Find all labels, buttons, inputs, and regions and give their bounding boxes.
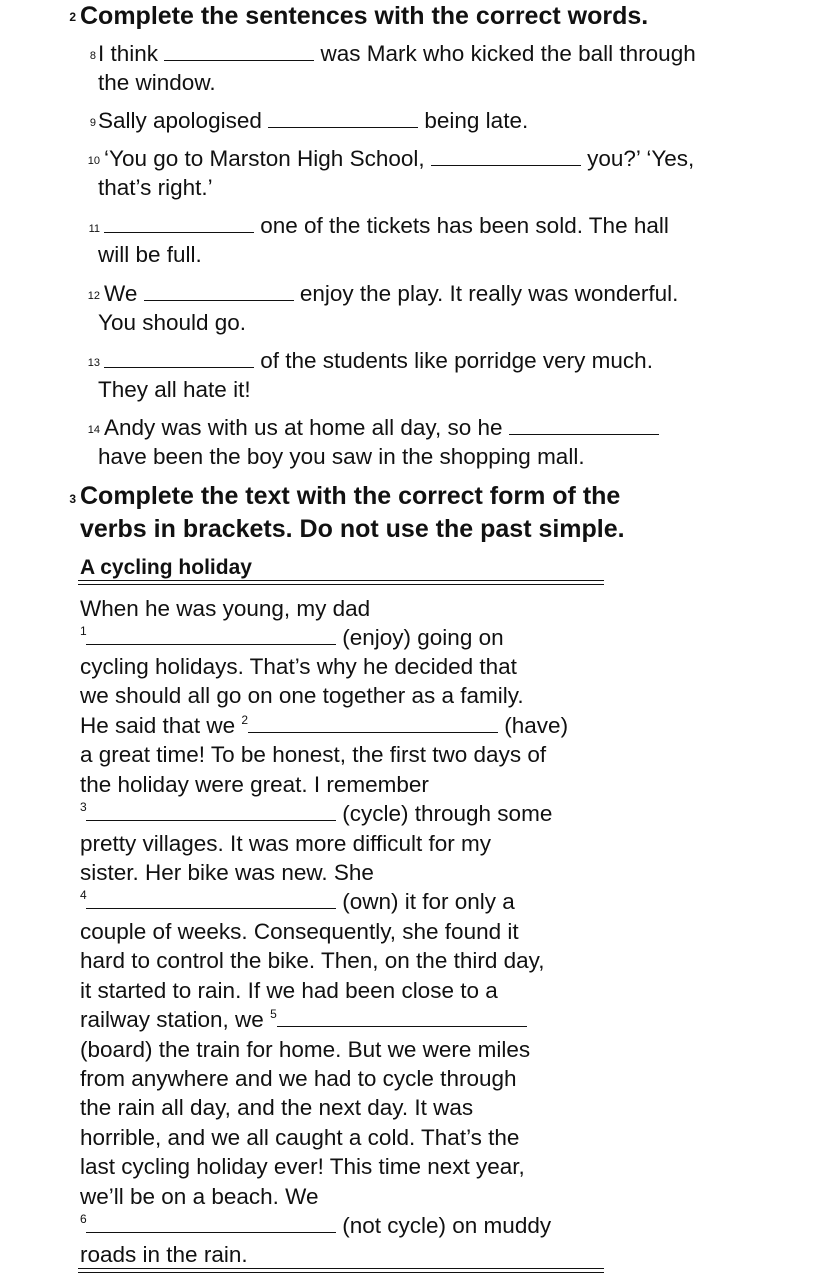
text-line: roads in the rain. xyxy=(80,1242,248,1267)
answer-blank-14[interactable] xyxy=(509,415,659,435)
gap-number-5: 5 xyxy=(270,1007,277,1021)
answer-blank-8[interactable] xyxy=(164,41,314,61)
gap-5-lead: railway station, we xyxy=(80,1007,271,1032)
text-line: When he was young, my dad xyxy=(80,596,371,621)
answer-blank-10[interactable] xyxy=(431,146,581,166)
text-line: sister. Her bike was new. She xyxy=(80,860,374,885)
question-10-text: you?’ ‘Yes, xyxy=(580,146,695,171)
section-2-title: Complete the sentences with the correct words. xyxy=(80,2,649,30)
gap-1-text: (enjoy) going on xyxy=(336,625,504,650)
title-rule-2 xyxy=(78,584,604,585)
text-line xyxy=(86,623,504,652)
text-line: last cycling holiday ever! This time next year, xyxy=(80,1154,525,1179)
text-line: (board) the train for home. But we were miles xyxy=(80,1037,531,1062)
question-10 xyxy=(104,144,694,173)
question-10-number: 10 xyxy=(87,155,100,167)
gap-4-text: (own) it for only a xyxy=(336,889,515,914)
text-line: horrible, and we all caught a cold. That’s the xyxy=(80,1125,520,1150)
question-12-text: enjoy the play. It really was wonderful. xyxy=(293,281,679,306)
answer-gap-1[interactable] xyxy=(86,625,336,645)
section-3-number: 3 xyxy=(69,492,76,506)
text-line: pretty villages. It was more difficult for my xyxy=(80,831,491,856)
question-13-number: 13 xyxy=(87,357,100,369)
text-line: from anywhere and we had to cycle through xyxy=(80,1066,517,1091)
question-12 xyxy=(104,279,678,308)
section-3-title-line1: Complete the text with the correct form of the xyxy=(80,482,621,510)
question-11-number: 11 xyxy=(88,223,100,235)
question-9-number: 9 xyxy=(89,117,96,129)
question-9-text: Sally apologised xyxy=(98,108,269,133)
question-12-text: We xyxy=(104,281,144,306)
section-2-number: 2 xyxy=(69,10,76,24)
question-12-cont: You should go. xyxy=(98,310,247,335)
text-line: it started to rain. If we had been close to a xyxy=(80,978,498,1003)
text-line: the holiday were great. I remember xyxy=(80,772,429,797)
question-8-cont: the window. xyxy=(98,70,216,95)
question-10-cont: that’s right.’ xyxy=(98,175,213,200)
question-13 xyxy=(104,346,653,375)
question-13-text: of the students like porridge very much. xyxy=(254,348,653,373)
text-line: couple of weeks. Consequently, she found it xyxy=(80,919,519,944)
question-8 xyxy=(98,39,696,68)
question-11 xyxy=(104,211,669,240)
gap-number-2: 2 xyxy=(241,713,249,727)
question-14 xyxy=(104,413,659,442)
question-9-text: being late. xyxy=(418,108,529,133)
question-10-text: ‘You go to Marston High School, xyxy=(104,146,431,171)
text-line xyxy=(80,1005,527,1038)
title-rule xyxy=(78,580,604,581)
text-line xyxy=(86,887,515,916)
answer-gap-6[interactable] xyxy=(86,1213,336,1233)
question-9 xyxy=(98,106,528,135)
gap-number-1: 1 xyxy=(80,624,87,638)
text-line: the rain all day, and the next day. It was xyxy=(80,1095,474,1120)
text-line xyxy=(86,1211,551,1240)
text-line: we should all go on one together as a family. xyxy=(80,683,524,708)
question-14-number: 14 xyxy=(87,424,100,436)
answer-gap-2[interactable] xyxy=(248,713,498,733)
gap-2-text: (have) xyxy=(498,713,569,738)
bottom-rule xyxy=(78,1268,604,1269)
text-line: hard to control the bike. Then, on the third day, xyxy=(80,948,545,973)
answer-blank-12[interactable] xyxy=(144,281,294,301)
question-14-cont: have been the boy you saw in the shopping mall. xyxy=(98,444,585,469)
question-11-cont: will be full. xyxy=(98,242,202,267)
text-line xyxy=(86,799,552,828)
section-3-title-line2: verbs in brackets. Do not use the past simple. xyxy=(80,515,625,543)
answer-gap-3[interactable] xyxy=(86,801,336,821)
question-11-text: one of the tickets has been sold. The hall xyxy=(254,213,669,238)
gap-2-lead: He said that we xyxy=(80,713,242,738)
gap-3-text: (cycle) through some xyxy=(336,801,553,826)
gap-number-3: 3 xyxy=(80,800,87,814)
answer-gap-5[interactable] xyxy=(277,1007,527,1027)
bottom-rule-2 xyxy=(78,1272,604,1273)
answer-gap-4[interactable] xyxy=(86,889,336,909)
text-line: we’ll be on a beach. We xyxy=(80,1184,319,1209)
question-8-number: 8 xyxy=(89,50,96,62)
question-14-text: Andy was with us at home all day, so he xyxy=(104,415,509,440)
text-line: cycling holidays. That’s why he decided that xyxy=(80,654,517,679)
question-8-text: was Mark who kicked the ball through xyxy=(314,41,696,66)
question-8-text: I think xyxy=(98,41,165,66)
question-13-cont: They all hate it! xyxy=(98,377,251,402)
answer-blank-11[interactable] xyxy=(104,213,254,233)
text-title: A cycling holiday xyxy=(80,556,252,579)
gap-number-4: 4 xyxy=(80,888,87,902)
gap-number-6: 6 xyxy=(80,1212,87,1226)
gap-6-text: (not cycle) on muddy xyxy=(336,1213,552,1238)
answer-blank-9[interactable] xyxy=(268,108,418,128)
text-line: a great time! To be honest, the first two days of xyxy=(80,742,547,767)
answer-blank-13[interactable] xyxy=(104,348,254,368)
question-12-number: 12 xyxy=(87,290,100,302)
